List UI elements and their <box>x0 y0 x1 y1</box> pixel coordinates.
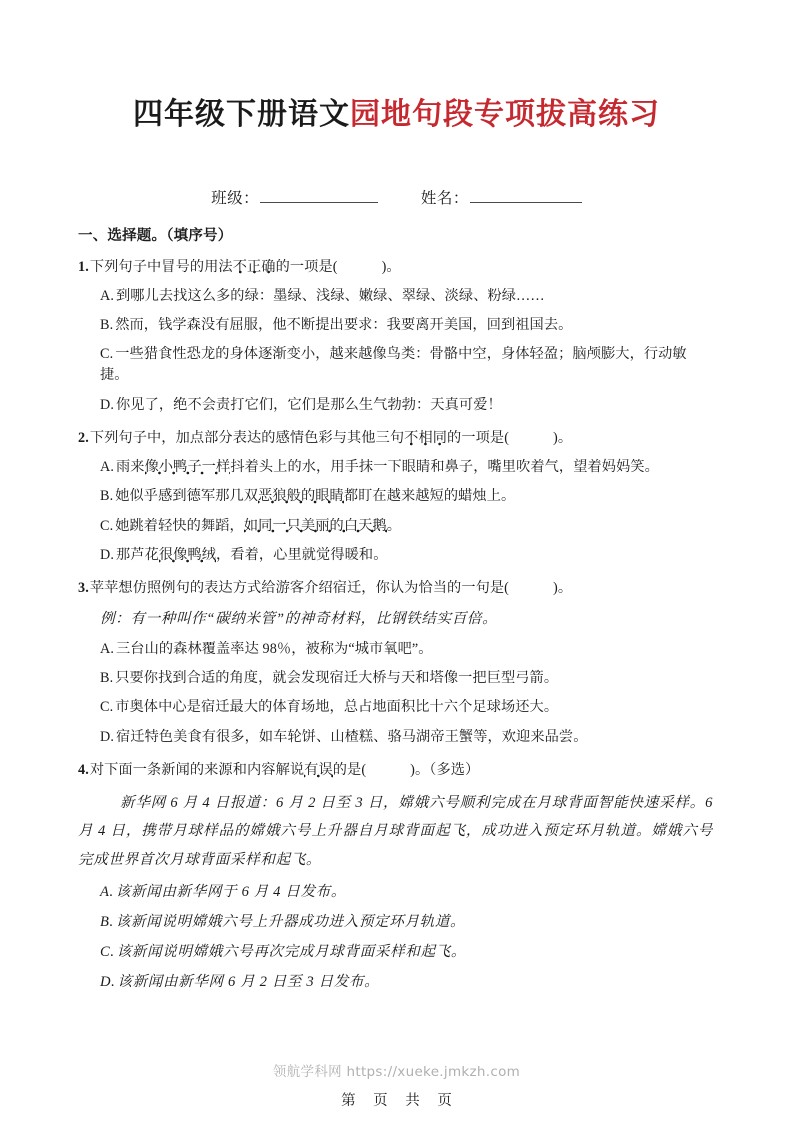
question-3-option-c[interactable] <box>78 697 715 718</box>
option-label: A. <box>100 458 114 475</box>
class-label: 班级： <box>211 189 260 207</box>
option-label: D. <box>100 728 114 745</box>
question-4-stem-part-a: 对下面一条新闻的来源和内容解说 <box>89 761 305 778</box>
question-1-stem-part-c: )。 <box>381 258 401 275</box>
question-3-option-b[interactable] <box>78 668 715 689</box>
option-text: 该新闻说明嫦娥六号上升器成功进入预定环月轨道。 <box>115 914 466 931</box>
question-3-example: 例：有一种叫作“碳纳米管”的神奇材料，比钢铁结实百倍。 <box>100 611 498 628</box>
question-2-option-a[interactable] <box>78 457 715 478</box>
page-number-footer: 第 页 共 页 <box>341 1093 459 1109</box>
option-label: B. <box>100 914 114 931</box>
question-3-option-d[interactable] <box>78 727 715 748</box>
option-label: D. <box>100 974 116 990</box>
question-4-number: 4. <box>78 761 89 778</box>
name-field <box>421 186 582 208</box>
question-2-stem-part-b: 的一项是( <box>447 429 510 446</box>
class-input-rule[interactable] <box>260 189 378 203</box>
question-2-stem <box>78 427 715 449</box>
question-4-news-passage: 新华网 6 月 4 日报道：6 月 2 日至 3 日，嫦娥六号顺利完成在月球背面智能快速采样。6 月 4 日，携带月球样品的嫦娥六号上升器自月球背面起飞，成功进入预定环月轨道。嫦娥六号完成世界首次月球背面采样和起飞。 <box>78 794 713 868</box>
page-title <box>78 0 715 134</box>
option-label: D. <box>100 396 114 413</box>
class-field <box>211 186 378 208</box>
option-text: 你见了，绝不会责打它们，它们是那么生气勃勃：天真可爱！ <box>116 396 502 413</box>
question-1-option-d[interactable] <box>78 395 715 416</box>
question-1-option-a[interactable] <box>78 286 715 307</box>
option-text: 只要你找到合适的角度，就会发现宿迁大桥与天和塔像一把巨型弓箭。 <box>115 670 559 687</box>
option-text: 到哪儿去找这么多的绿：墨绿、浅绿、嫩绿、翠绿、淡绿、粉绿…… <box>116 287 545 304</box>
option-label: A. <box>100 287 114 304</box>
name-input-rule[interactable] <box>470 189 582 203</box>
question-4 <box>78 759 715 994</box>
option-label: D. <box>100 546 114 563</box>
question-2 <box>78 427 715 566</box>
option-text-post: 都盯在越来越短的蜡烛上。 <box>343 488 516 505</box>
option-text-pre: 雨来 <box>116 458 145 475</box>
option-label: C. <box>100 944 115 961</box>
option-text-post: 。 <box>386 517 401 534</box>
question-1-emphasis: 不正确 <box>233 259 276 280</box>
question-3-stem-part-c: )。 <box>553 580 573 597</box>
question-4-option-b[interactable] <box>78 912 715 934</box>
option-text-pre: 她跳着轻快的舞蹈， <box>115 517 244 534</box>
option-text-post: 抖着头上的水，用手抹一下眼睛和鼻子，嘴里吹着气，望着妈妈笑。 <box>230 458 659 475</box>
question-4-emphasis: 有误 <box>304 762 333 783</box>
option-label: C. <box>100 699 114 716</box>
question-2-stem-part-c: )。 <box>553 429 573 446</box>
option-label: A. <box>100 884 114 901</box>
question-1 <box>78 256 715 416</box>
question-3-option-a[interactable] <box>78 639 715 660</box>
option-label: A. <box>100 640 114 657</box>
page-title-black-part: 四年级下册语文 <box>133 98 350 131</box>
question-2-number: 2. <box>78 429 89 446</box>
question-1-stem-part-a: 下列句子中冒号的用法 <box>89 258 233 275</box>
option-label: B. <box>100 316 114 333</box>
question-4-option-c[interactable] <box>78 942 715 964</box>
question-2-option-b[interactable] <box>78 486 715 507</box>
option-text: 然而，钱学森没有屈服，他不断提出要求：我要离开美国，回到祖国去。 <box>115 316 573 333</box>
option-text: 一些猎食性恐龙的身体逐渐变小，越来越像鸟类：骨骼中空，身体轻盈；脑颅膨大，行动敏捷。 <box>100 346 687 384</box>
question-1-stem <box>78 256 715 278</box>
question-4-stem-part-b: 的是( <box>332 761 367 778</box>
option-emphasis: 很像鸭绒 <box>159 547 216 568</box>
question-3 <box>78 577 715 748</box>
question-4-option-d[interactable] <box>78 972 715 994</box>
site-watermark: 领航学科网 https://xueke.jmkzh.com <box>272 1064 521 1080</box>
question-1-option-b[interactable] <box>78 315 715 336</box>
section-heading: 一、选择题。（填序号） <box>78 227 233 244</box>
option-text: 该新闻由新华网 6 月 2 日至 3 日发布。 <box>117 974 380 990</box>
option-text-pre: 那芦花 <box>116 546 159 563</box>
question-1-number: 1. <box>78 258 89 275</box>
question-2-option-d[interactable] <box>78 545 715 566</box>
question-4-stem-part-c: )。（多选） <box>410 761 480 778</box>
page-title-red-part: 园地句段专项拔高练习 <box>350 98 660 131</box>
question-3-stem <box>78 577 715 599</box>
option-emphasis: 恶狼般的眼睛 <box>258 488 344 509</box>
option-text: 市奥体中心是宿迁最大的体育场地，总占地面积比十六个足球场还大。 <box>115 699 559 716</box>
question-2-emphasis: 不相同 <box>404 430 447 451</box>
question-4-stem <box>78 759 715 781</box>
option-text: 该新闻说明嫦娥六号再次完成月球背面采样和起飞。 <box>116 944 467 961</box>
option-label: C. <box>100 517 114 534</box>
student-info-line <box>78 186 715 208</box>
option-label: C. <box>100 346 114 363</box>
option-text: 三台山的森林覆盖率达 98％，被称为“城市氧吧”。 <box>116 640 433 657</box>
option-emphasis: 如同一只美丽的白天鹅 <box>244 518 387 539</box>
question-1-option-c[interactable] <box>78 344 715 387</box>
option-text-pre: 她似乎感到德军那几双 <box>115 488 259 505</box>
question-3-number: 3. <box>78 580 89 597</box>
option-text: 该新闻由新华网于 6 月 4 日发布。 <box>115 884 347 901</box>
question-1-stem-part-b: 的一项是( <box>275 258 338 275</box>
option-text: 宿迁特色美食有很多，如车轮饼、山楂糕、骆马湖帝王蟹等，欢迎来品尝。 <box>116 728 588 745</box>
name-label: 姓名： <box>420 189 469 207</box>
question-2-stem-part-a: 下列句子中，加点部分表达的感情色彩与其他三句 <box>89 429 405 446</box>
question-4-option-a[interactable] <box>78 882 715 904</box>
question-3-stem-part-a: 苹苹想仿照例句的表达方式给游客介绍宿迁，你认为恰当的一句是( <box>89 580 510 597</box>
option-label: B. <box>100 670 114 687</box>
option-text-post: ，看着，心里就觉得暖和。 <box>216 546 388 563</box>
option-emphasis: 像小鸭子一样 <box>145 459 231 480</box>
option-label: B. <box>100 488 114 505</box>
question-2-option-c[interactable] <box>78 516 715 537</box>
